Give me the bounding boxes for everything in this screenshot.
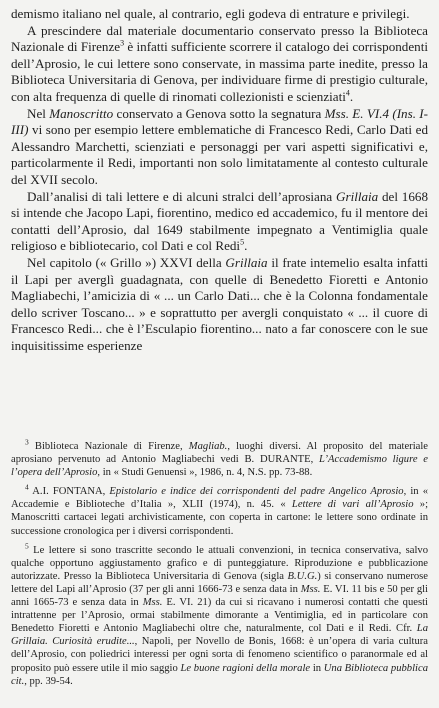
text-run: Dall’analisi di tali lettere e di alcuni stralci dell’aprosiana [27,188,337,204]
footnote-marker: 3 [25,437,29,447]
text-run: vi sono per esempio lettere emblematiche di Francesco Redi, Carlo Dati ed Alessandro Marchetti, scienziati e personaggi per vari aspetti significativi e, particolarmente il Redi, importanti non solo limitatamente al contesto culturale del XVII secolo. [11,122,428,187]
small-caps-text: ONTANA [58,486,103,498]
footnote-marker: 5 [240,237,245,247]
italic-text: B.U.G. [287,570,318,582]
text-run: Biblioteca Nazionale di Firenze, [28,441,189,452]
text-run: Le lettere si sono trascritte secondo le attuali convenzioni, in tecnica conservativa, salvo qualche opportuno aggiustamento grafico e di punteggiature. Riproduzione e pubblicazione autorizzate. Presso la Biblioteca Universitaria di Genova (sigla [11,544,428,582]
text-run: A.I. F [28,486,59,498]
italic-text: Magliab. [188,441,228,452]
text-run: Nel [27,105,50,121]
text-run: . [244,238,248,254]
text-run: in [310,662,324,674]
footnote-marker: 4 [345,88,350,98]
text-run: il frate intemelio esalta infatti il Lapi per averglì guadagnata, con quelle di Benedetto Fioretti e Antonio Magliabechi, l’amicizia di « ... un Carlo Dati... che è la Colonna fondamentale dello scriver Toscano... » e soprattutto per avergli conquistato « ... il cuore di Francesco Redi... che è l’Esculapio fiorentino... nato a far conoscere con le sue inquisitissime esperienze [11,254,429,353]
text-run: , pp. 39-54. [24,675,73,687]
italic-text: L’Accademismo ligure e l’opera dell’Aprosio [11,454,429,479]
text-run: »; Manoscritti cartacei legati archivisticamente, con coperta in cartone: le lettere sono ordinate in successione cronologica per i diversi corrispondenti. [11,499,429,537]
footnote [11,541,429,688]
italic-text: Mss. [142,597,163,609]
text-run: E. VI. 11 bis e 50 per gli anni 1665-73 e senza data in [11,583,429,609]
text-run: A prescindere dal materiale documentario conservato presso la Biblioteca Nazionale di Firenze [11,22,428,55]
main-text [11,6,428,354]
text-run: . [349,88,354,104]
italic-text: Epistolario e indice dei corrispondenti del padre Angelico Aprosio [109,486,404,498]
text-run: Nel capitolo (« Grillo ») XXVI della [27,254,226,270]
italic-text: Mss. E. VI.4 (Ins. I-III) [11,105,428,138]
footnote-marker: 4 [25,482,29,492]
footnotes [11,437,429,694]
italic-text: Grillaia [225,254,268,270]
text-run: conservato a Genova sotto la segnatura [113,105,325,121]
body-paragraph [11,106,428,189]
footnote-marker: 3 [120,38,125,48]
text-run: demismo italiano nel quale, al contrario, egli godeva di entrature e privilegi. [11,6,410,21]
body-paragraph [11,255,428,355]
text-run: , luoghi diversi. Al proposito del materiale aprosiano pervenuto ad Antonio Magliabechi vedi B. D [11,441,428,466]
body-paragraph [11,23,428,106]
italic-text: Manoscritto [49,105,114,121]
italic-text: Grillaia [336,188,379,204]
italic-text: La Grillaia. Curiosità erudite... [11,623,428,648]
body-paragraph [11,189,428,255]
italic-text: Una Biblioteca pubblica cit. [11,662,428,687]
body-paragraph [11,6,428,23]
text-run: , [102,486,110,498]
text-run: , Napoli, per Novello de Bonis, 1668: è un’opera di varia cultura dell’Aprosio, con poliedrici interessi per ogni sorta di fenomeno scientifico o paranormale ed al proposito può essere utile il mio saggio [11,636,428,674]
text-run: , in « Studi Genuensi », 1986, n. 4, N.S. pp. 73-88. [97,467,313,479]
italic-text: Mss. [300,583,321,595]
footnote-marker: 5 [25,541,29,551]
text-run: , [310,454,319,466]
italic-text: Le buone ragioni della morale [180,662,311,674]
text-run: E. VI. 21) da cui si ricavano i numerosi contatti che questi intrattenne per l’Aprosio, ormai stabilmente dimorante a Ventimiglia, ed in particolare con Benedetto Fioretti e Antonio Magliabechi oltre che, naturalmente, col Dati e il Redi. Cfr. [11,597,428,635]
text-run: del 1668 si intende che Jacopo Lapi, fiorentino, medico ed accademico, fu il mentore dei contatti dell’Aprosio, dal 1649 stabilmente impegnato a Ventimiglia quale religioso e bibliotecario, col Dati e col Redi [11,188,428,254]
italic-text: Lettere di vari all’Aprosio [291,499,414,511]
text-run: è infatti sufficiente scorrere il catalogo dei corrispondenti dell’Aprosio, le cui lettere sono conservate, in massima parte inedite, presso la Biblioteca Universitaria di Genova, per individuare firme di prestigio culturale, con alta frequenza di quelle di rinomati collezionisti e scienziati [11,39,428,104]
text-run: ) si conservano numerose lettere del Lapi all’Aprosio (37 per gli anni 1666-73 e senza data in [11,570,428,595]
small-caps-text: URANTE [267,454,311,466]
text-run: , in « Accademie e Biblioteche d’Italia », XLII (1974), n. 45. « [11,486,429,511]
footnote [11,482,429,537]
footnote [11,437,429,479]
